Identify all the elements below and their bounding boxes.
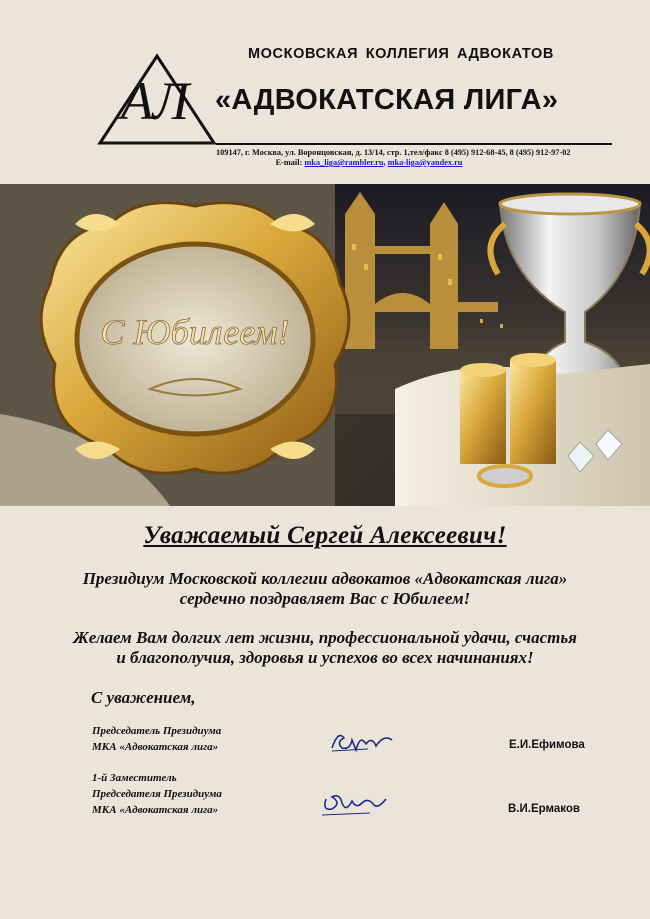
header-divider (216, 143, 612, 145)
letterhead (0, 0, 650, 180)
paragraph-wishes (20, 628, 630, 668)
paragraph-line: Президиум Московской коллегии адвокатов «Адвокатская лига» (82, 569, 568, 588)
address-line: 109147, г. Москва, ул. Воронцовская, д. 13/14, стр. 1,тел/факс 8 (495) 912-68-45, 8 (495) 912-97-02 (216, 148, 571, 157)
signatory-name: Е.И.Ефимова (509, 739, 585, 751)
email-link-rambler[interactable]: mka_liga@rambler.ru (304, 158, 384, 167)
signatory-title (92, 723, 221, 755)
logo-monogram: АЛ (120, 71, 190, 131)
signatory-name: В.И.Ермаков (508, 803, 580, 815)
signature-ermakov (320, 789, 390, 819)
signatory-title-line: 1-й Заместитель (92, 772, 177, 784)
jubilee-banner (0, 184, 650, 506)
paragraph-line: сердечно поздравляет Вас с Юбилеем! (179, 589, 471, 608)
paragraph-line: Желаем Вам долгих лет жизни, профессиональной удачи, счастья (73, 628, 577, 647)
signatory-title-line: Председатель Президиума (92, 725, 222, 737)
signatory-title (92, 770, 222, 818)
jubilee-caption: С Юбилеем! (100, 312, 290, 352)
banner-illustration (0, 184, 650, 506)
org-subtitle: МОСКОВСКАЯ КОЛЛЕГИЯ АДВОКАТОВ (248, 46, 554, 62)
paragraph-congratulation (20, 569, 630, 609)
signature-efimova (328, 726, 398, 756)
email-line (216, 158, 522, 167)
firm-logo (97, 53, 217, 147)
signatory-title-line: МКА «Адвокатская лига» (92, 804, 219, 816)
closing-regards: С уважением, (91, 688, 196, 707)
signatory-title-line: Председателя Президиума (92, 788, 222, 800)
org-name: «АДВОКАТСКАЯ ЛИГА» (215, 84, 559, 116)
signatory-title-line: МКА «Адвокатская лига» (92, 741, 219, 753)
email-separator: , (383, 158, 386, 167)
email-link-yandex[interactable]: mka-liga@yandex.ru (387, 158, 463, 167)
greeting: Уважаемый Сергей Алексеевич! (143, 522, 507, 549)
email-label: E-mail: (275, 158, 303, 167)
paragraph-line: и благополучия, здоровья и успехов во всех начинаниях! (116, 648, 534, 667)
